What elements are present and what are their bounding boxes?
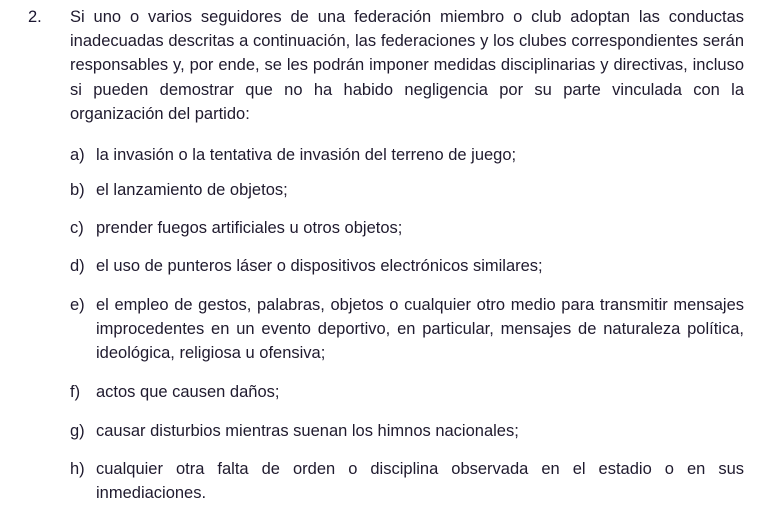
list-item-label: f) <box>70 383 81 401</box>
list-item-text: el empleo de gestos, palabras, objetos o cualquier otro medio para transmitir mensajes improcedentes en un evento deportivo, en particular, mensajes de naturaleza política, ideológica, religiosa u ofensiva; <box>96 296 744 363</box>
list-item-label: c) <box>70 219 84 237</box>
clause-intro-paragraph: Si uno o varios seguidores de una federación miembro o club adoptan las conductas inadecuadas descritas a continuación, las federaciones y los clubes correspondientes serán responsables y, por ende, se les podrán imponer medidas disciplinarias y directivas, incluso si pueden demostrar que no ha habido negligencia por su parte vinculada con la organización del partido: <box>70 8 744 123</box>
list-item-label: a) <box>70 146 85 164</box>
list-item-label: e) <box>70 296 85 314</box>
list-item-label: d) <box>70 257 85 275</box>
clause-number: 2. <box>28 8 42 26</box>
list-item-text: el uso de punteros láser o dispositivos electrónicos similares; <box>96 257 543 275</box>
list-item-text: cualquier otra falta de orden o disciplina observada en el estadio o en sus inmediaciones. <box>96 460 744 503</box>
list-item-label: h) <box>70 460 85 478</box>
list-item-text: la invasión o la tentativa de invasión del terreno de juego; <box>96 146 517 164</box>
list-item-text: prender fuegos artificiales u otros objetos; <box>96 219 403 237</box>
list-item-label: b) <box>70 181 85 199</box>
list-item-text: causar disturbios mientras suenan los himnos nacionales; <box>96 422 519 440</box>
list-item-text: el lanzamiento de objetos; <box>96 181 288 199</box>
list-item-text: actos que causen daños; <box>96 383 280 401</box>
list-item-label: g) <box>70 422 85 440</box>
